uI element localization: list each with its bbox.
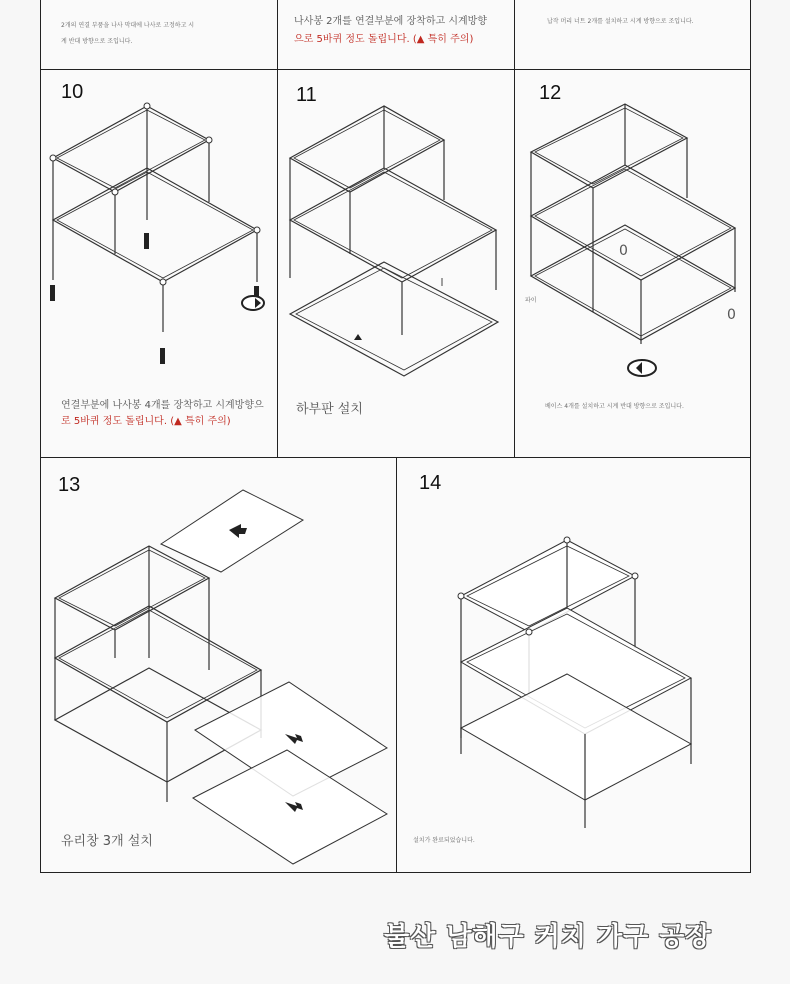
step-10-caption-line2: 로 5바퀴 정도 돌립니다. (▲ 특히 주의)	[61, 416, 231, 427]
footer-title: 불산 남해구 커치 가구 공장	[384, 922, 712, 952]
step-10-caption-line1: 연결부분에 나사봉 4개를 장착하고 시계방향으	[61, 400, 264, 411]
step-number: 10	[61, 81, 84, 103]
panel-step-9b	[277, 0, 515, 70]
panel-step-12	[514, 69, 751, 458]
panel-step-14	[396, 457, 751, 873]
step-12-label-b: 0	[727, 307, 736, 323]
step-number: 12	[539, 82, 562, 104]
step-9a-caption-line2: 계 반대 방향으로 조입니다.	[61, 38, 133, 45]
step-number: 13	[58, 474, 81, 496]
panel-step-10	[40, 69, 278, 458]
step-11-caption: 하부판 설치	[296, 402, 363, 417]
step-number: 11	[296, 84, 317, 106]
step-14-caption: 설치가 완료되었습니다.	[413, 837, 475, 844]
panel-step-9a	[40, 0, 278, 70]
step-13-caption: 유리창 3개 설치	[61, 834, 153, 849]
step-9b-caption-line2: 으로 5바퀴 정도 돌립니다. (▲ 특히 주의)	[294, 34, 474, 45]
step-12-label-c: 파이	[525, 297, 537, 304]
panel-step-11	[277, 69, 515, 458]
completed-table-illustration	[397, 458, 752, 874]
step-9a-caption-line1: 2개의 연결 부품을 나사 막대에 나사로 고정하고 시	[61, 22, 195, 29]
panel-step-13	[40, 457, 397, 873]
step-12-caption: 베이스 4개를 설치하고 시계 반대 방향으로 조입니다.	[545, 403, 684, 410]
step-12-label-a: 0	[619, 243, 628, 259]
step-9b-caption-line1: 나사봉 2개를 연결부분에 장착하고 시계방향	[294, 16, 487, 27]
step-number: 14	[419, 472, 442, 494]
glass-install-illustration	[41, 458, 398, 874]
panel-step-9c	[514, 0, 751, 70]
step-9c-caption: 납작 머리 너트 2개를 설치하고 시계 방향으로 조입니다.	[547, 18, 694, 25]
